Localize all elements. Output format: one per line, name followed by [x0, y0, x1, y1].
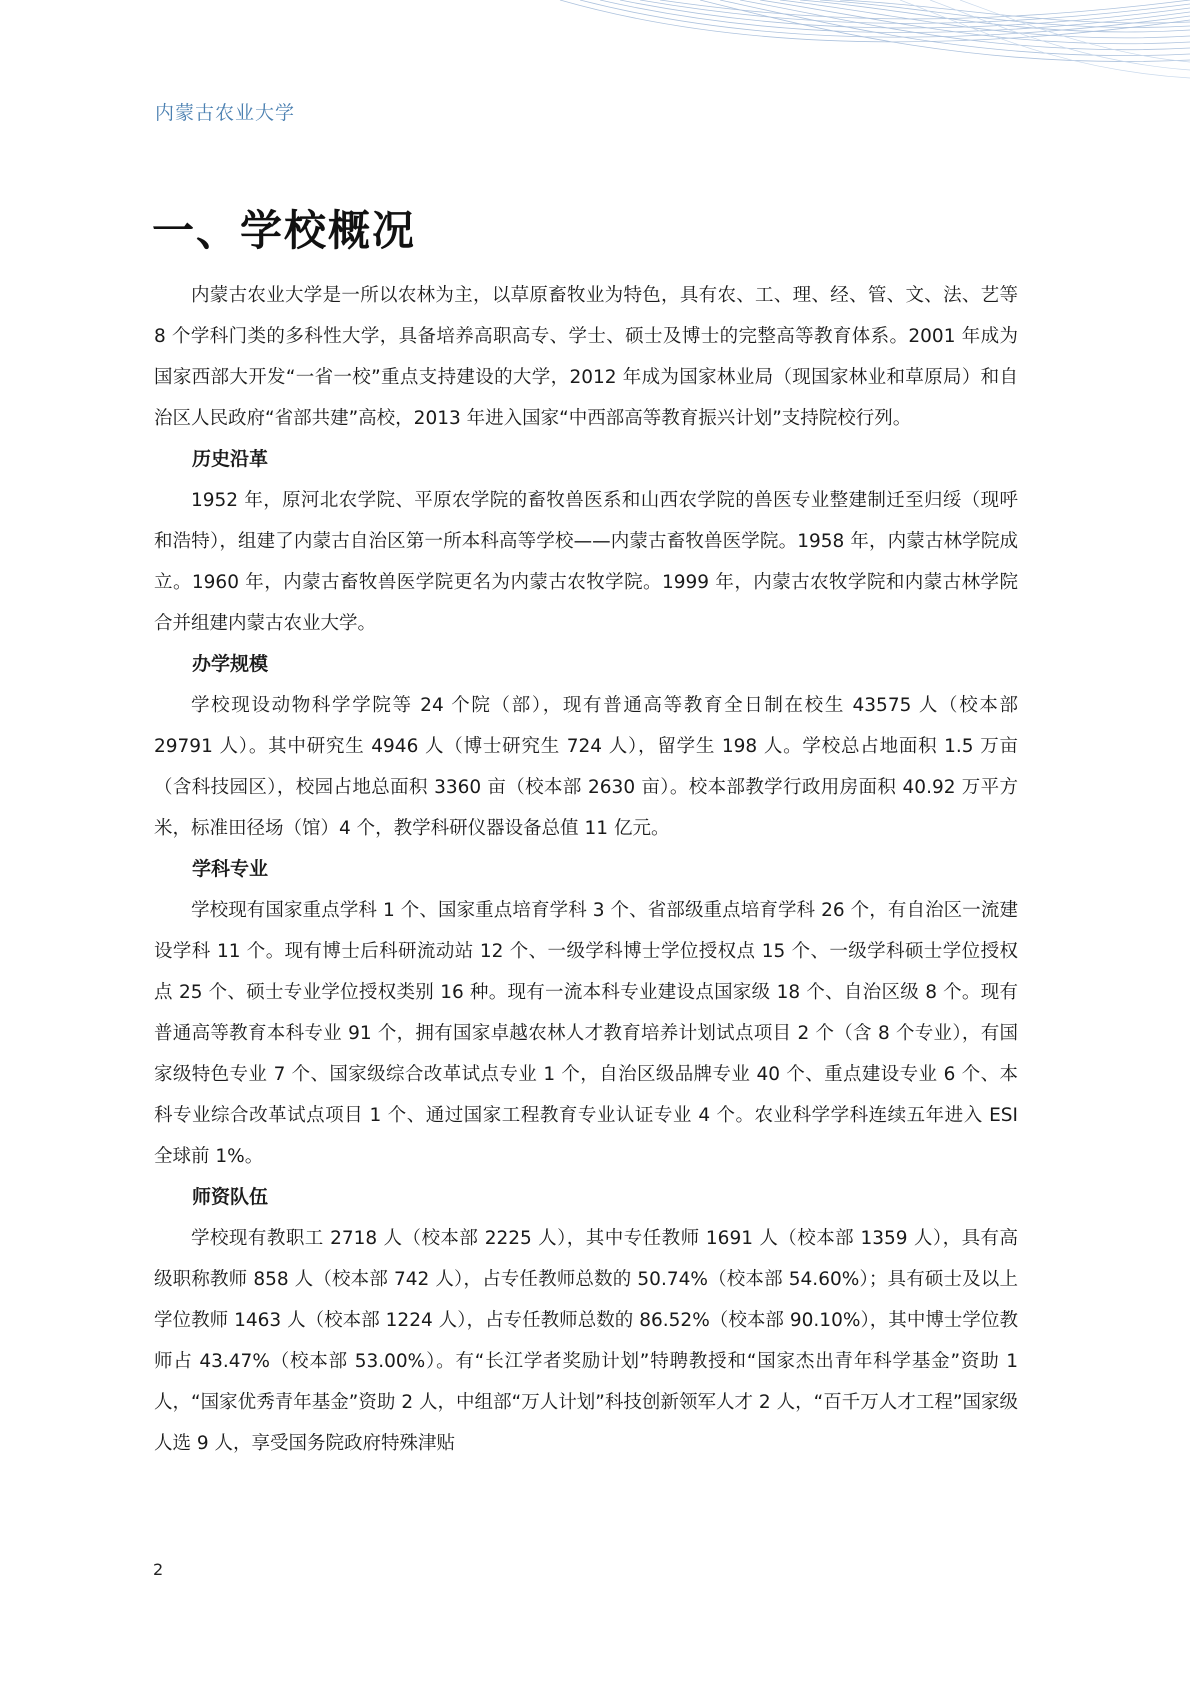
section-body-disciplines: 学校现有国家重点学科 1 个、国家重点培育学科 3 个、省部级重点培育学科 26 个，有自治区一流建设学科 11 个。现有博士后科研流动站 12 个、一级学科博士学位授权点 15 个、一级学科硕士学位授权点 25 个、硕士专业学位授权类别 16 种。现有一流本科专业建设点国家级 18 个、自治区级 8 个。现有普通高等教育本科专业 91 个，拥有国家卓越农林人才教育培养计划试点项目 2 个（含 8 个专业），有国家级特色专业 7 个、国家级综合改革试点专业 1 个，自治区级品牌专业 40 个、重点建设专业 6 个、本科专业综合改革试点项目 1 个、通过国家工程教育专业认证专业 4 个。农业科学学科连续五年进入 ESI 全球前 1%。	[154, 900, 1018, 1167]
section-body-faculty: 学校现有教职工 2718 人（校本部 2225 人），其中专任教师 1691 人（校本部 1359 人），具有高级职称教师 858 人（校本部 742 人），占专任教师总数的 50.74%（校本部 54.60%）；具有硕士及以上学位教师 1463 人（校本部 1224 人），占专任教师总数的 86.52%（校本部 90.10%），其中博士学位教师占 43.47%（校本部 53.00%）。有“长江学者奖励计划”特聘教授和“国家杰出青年科学基金”资助 1 人，“国家优秀青年基金”资助 2 人，中组部“万人计划”科技创新领军人才 2 人，“百千万人才工程”国家级人选 9 人，享受国务院政府特殊津贴	[154, 1228, 1018, 1454]
section-heading-history: 历史沿革	[192, 448, 269, 470]
chapter-title: 一、学校概况	[152, 206, 417, 255]
intro-paragraph: 内蒙古农业大学是一所以农林为主，以草原畜牧业为特色，具有农、工、理、经、管、文、法、艺等 8 个学科门类的多科性大学，具备培养高职高专、学士、硕士及博士的完整高等教育体系。2001 年成为国家西部大开发“一省一校”重点支持建设的大学，2012 年成为国家林业局（现国家林业和草原局）和自治区人民政府“省部共建”高校，2013 年进入国家“中西部高等教育振兴计划”支持院校行列。	[154, 285, 1018, 429]
section-heading-scale: 办学规模	[192, 653, 269, 675]
header-wave-decoration	[0, 0, 1190, 80]
section-heading-disciplines: 学科专业	[192, 858, 269, 880]
running-header: 内蒙古农业大学	[155, 102, 296, 124]
section-body-scale: 学校现设动物科学学院等 24 个院（部），现有普通高等教育全日制在校生 43575 人（校本部 29791 人）。其中研究生 4946 人（博士研究生 724 人），留学生 198 人。学校总占地面积 1.5 万亩（含科技园区），校园占地总面积 3360 亩（校本部 2630 亩）。校本部教学行政用房面积 40.92 万平方米，标准田径场（馆）4 个，教学科研仪器设备总值 11 亿元。	[154, 695, 1018, 839]
section-heading-faculty: 师资队伍	[192, 1186, 269, 1208]
section-body-history: 1952 年，原河北农学院、平原农学院的畜牧兽医系和山西农学院的兽医专业整建制迁至归绥（现呼和浩特），组建了内蒙古自治区第一所本科高等学校——内蒙古畜牧兽医学院。1958 年，内蒙古林学院成立。1960 年，内蒙古畜牧兽医学院更名为内蒙古农牧学院。1999 年，内蒙古农牧学院和内蒙古林学院合并组建内蒙古农业大学。	[154, 490, 1018, 634]
page-number: 2	[153, 1560, 164, 1579]
document-body	[154, 275, 1018, 1464]
